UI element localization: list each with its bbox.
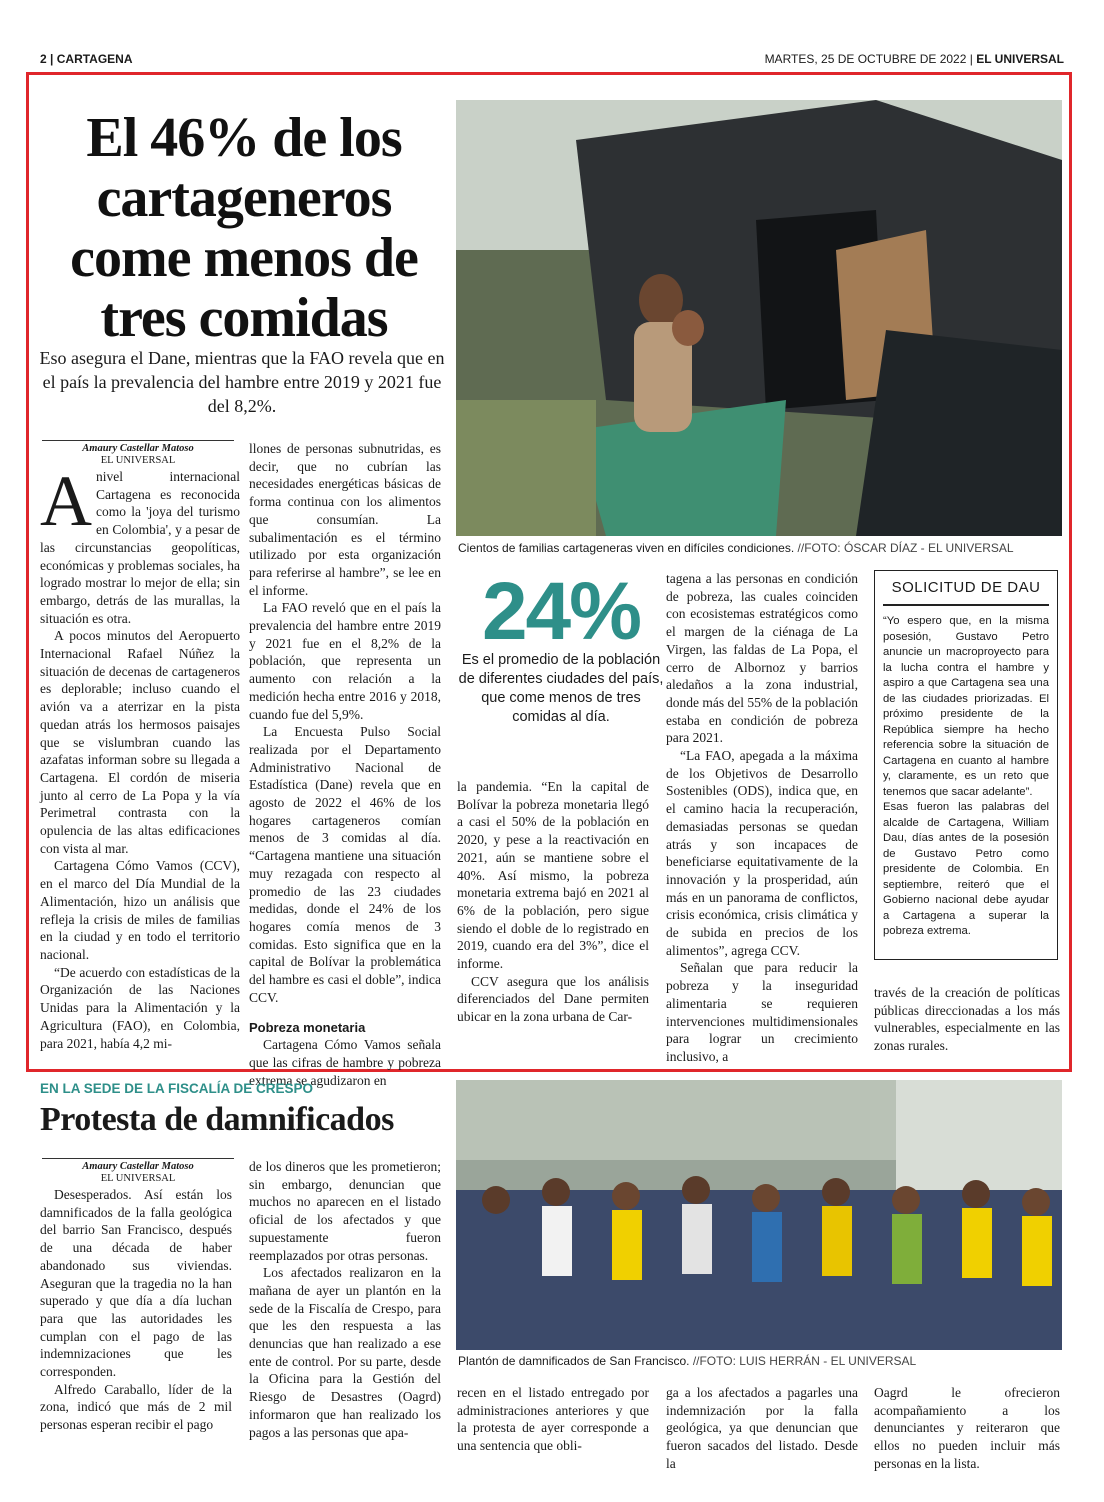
section-name: CARTAGENA xyxy=(56,52,133,66)
article-paragraph: llones de personas subnutridas, es decir, que no cubrían las necesidades energéticas básicas de forma continua con los alimentos que consumían. La subalimentación es el término utilizado por esta organización para referirse al hambre”, se lee en el informe. xyxy=(249,441,441,598)
article-deck: Eso asegura el Dane, mientras que la FAO revela que en el país la prevalencia del hambre entre 2019 y 2021 fue del 8,2%. xyxy=(39,348,445,416)
protest-photo-illustration xyxy=(456,1080,1062,1350)
article2-paragraph: Los afectados realizaron en la mañana de ayer un plantón en la sede de la Fiscalía de Crespo, para que les den respuesta a las denuncias que han realizado a ese ente de control. Por su parte, desde la Oficina para la Gestión del Riesgo de Desastres (Oagrd) informaron que han realizado los pagos a las personas que apa- xyxy=(249,1265,441,1440)
article-paragraph: tagena a las personas en condición de pobreza, las cuales coinciden con ecosistemas estratégicos como el margen de la ciénaga de La Virgen, las faldas de La Popa, el cerro de Albornoz y barrios aledaños a la zona industrial, donde más del 55% de la población estaba en condición de pobreza para 2021. xyxy=(666,571,858,746)
byline-rule xyxy=(42,1158,234,1159)
sidebar-box-text: Esas fueron las palabras del alcalde de Cartagena, William Dau, días antes de la posesión de Gustavo Petro como presidente de Colombia. En septiembre, reiteró que el Gobierno nacional debe ayudar a Cartagena a superar la pobreza extrema. xyxy=(883,801,1049,937)
article-paragraph: Anivel internacional Cartagena es reconocida como la 'joya del turismo en Colombia', y a pesar de las circunstancias geopolíticas, económicas y problemas sociales, ha logrado mostrar lo mejor de ella; sin embargo, detrás de las murallas, la situación es otra. xyxy=(40,461,240,626)
shack-photo-illustration xyxy=(456,100,1062,536)
article-column-4 xyxy=(666,570,858,1066)
article-paragraph: La FAO reveló que en el país la prevalencia del hambre entre 2019 y 2021 fue en el 8,2% de la población, que representa un aumento con relación a la medición hecha entre 2016 y 2018, cuando fue del 5,9%. xyxy=(249,600,441,722)
article-paragraph: A pocos minutos del Aeropuerto Internacional Rafael Núñez la situación de decenas de cartageneros es deplorable; incluso cuando el avión va a aterrizar en la pista quedan atrás los hermosos paisajes que se vislumbran cuando las azafatas informan sobre su llegada a Cartagena. El cordón de miseria junto al cerro de La Popa y la vía Perimetral contrasta con la opulencia de las altas edificaciones con vista al mar. xyxy=(40,628,240,856)
article2-column-1 xyxy=(40,1186,232,1434)
article2-byline xyxy=(42,1158,234,1185)
issue-date: MARTES, 25 DE OCTUBRE DE 2022 xyxy=(764,52,967,66)
drop-cap: A xyxy=(40,461,92,541)
article-paragraph: CCV asegura que los análisis diferenciados del Dane permiten ubicar en la zona urbana de Car- xyxy=(457,973,649,1025)
article2-paragraph: Desesperados. Así están los damnificados de la falla geológica del barrio San Francisco, después de una década de haber abandonado sus viviendas. Aseguran que la tragedia no la han superado y que día a día luchan para que las autoridades les cumplan con el pago de las indemnizaciones que les corresponden. xyxy=(40,1187,232,1380)
photo-caption xyxy=(458,541,1014,555)
article-paragraph: Señalan que para reducir la pobreza y la inseguridad alimentaria se requieren intervenciones multidimensionales para lograr un crecimiento inclusivo, a xyxy=(666,960,858,1064)
page-header-right: MARTES, 25 DE OCTUBRE DE 2022 | EL UNIVERSAL xyxy=(764,52,1064,66)
article2-paragraph: de los dineros que les prometieron; sin embargo, denuncian que muchos no aparecen en el listado oficial de los afectados y que supuestamente fueron reemplazados por otras personas. xyxy=(249,1159,441,1263)
article-subhead: Pobreza monetaria xyxy=(249,1019,366,1035)
article-paragraph: “La FAO, apegada a la máxima de los Objetivos de Desarrollo Sostenibles (ODS), indica que, en el camino hacia la recuperación, demasiadas personas se quedan atrás y son incapaces de beneficiarse equitativamente de la innovación y la prosperidad, aún más en un panorama de conflictos, crisis económica, crisis climática y de subida en precios de los alimentos”, agrega CCV. xyxy=(666,748,858,958)
article2-paragraph: ga a los afectados a pagarles una indemnización por la falla geológica, ya que denuncian que fueron sacados del listado. Desde la xyxy=(666,1385,858,1471)
article2-photo-caption-text: Plantón de damnificados de San Francisco. xyxy=(458,1354,690,1368)
newspaper-name: EL UNIVERSAL xyxy=(976,52,1064,66)
article2-headline: Protesta de damnificados xyxy=(40,1101,394,1138)
article2-paragraph: recen en el listado entregado por administraciones anteriores y que la protesta de ayer corresponde a una sentencia que obli- xyxy=(457,1385,649,1454)
article2-photo xyxy=(456,1080,1062,1350)
byline-outlet: EL UNIVERSAL xyxy=(100,455,176,466)
page-header xyxy=(40,52,1064,70)
byline-author: Amaury Castellar Matoso xyxy=(82,443,194,454)
article-paragraph: “De acuerdo con estadísticas de la Organización de las Naciones Unidas para la Alimentación y la Agricultura (FAO), en Colombia, para 2021, había 4,2 mi- xyxy=(40,964,240,1051)
article-column-5 xyxy=(874,984,1060,1055)
article2-column-3 xyxy=(457,1384,649,1455)
article-paragraph: Cartagena Cómo Vamos señala que las cifras de hambre y pobreza extrema se agudizaron en xyxy=(249,1037,441,1088)
page-header-left: 2 | CARTAGENA xyxy=(40,52,133,66)
article-headline: El 46% de los cartageneros come menos de tres comidas xyxy=(70,107,418,349)
page-number: 2 xyxy=(40,52,47,66)
article-photo xyxy=(456,100,1062,536)
article2-photo-credit: //FOTO: LUIS HERRÁN - EL UNIVERSAL xyxy=(692,1354,917,1368)
article-column-1 xyxy=(40,461,240,1052)
article-paragraph: la pandemia. “En la capital de Bolívar la pobreza monetaria llegó a casi el 50% de la población en 2020, y pese a la reactivación en 2021, aún se mantiene sobre el 40%. Así mismo, la pobreza monetaria extrema bajó en 2021 al 6% de la población, pero sigue siendo el doble de lo registrado en 2019, cuando era del 3%”, dice el informe. xyxy=(457,779,649,972)
article2-column-4 xyxy=(666,1384,858,1473)
article2-paragraph: Oagrd le ofrecieron acompañamiento a los denunciantes y reiteraron que ellos no pueden incluir más personas en la lista. xyxy=(874,1385,1060,1471)
article2-column-5 xyxy=(874,1384,1060,1473)
byline-outlet: EL UNIVERSAL xyxy=(100,1173,176,1184)
article2-kicker: EN LA SEDE DE LA FISCALÍA DE CRESPO xyxy=(40,1081,314,1096)
sidebar-box xyxy=(874,570,1058,960)
stat-description: Es el promedio de la población de diferentes ciudades del país, que come menos de tres comidas al día. xyxy=(458,652,664,725)
article-column-2 xyxy=(249,440,441,1089)
stat-value: 24% xyxy=(481,566,641,657)
article-paragraph: través de la creación de políticas públicas direccionadas a los más vulnerables, especialmente en las zonas rurales. xyxy=(874,985,1060,1054)
article2-paragraph: Alfredo Caraballo, líder de la zona, indicó que más de 2 mil personas esperan recibir el pago xyxy=(40,1381,232,1433)
photo-credit: //FOTO: ÓSCAR DÍAZ - EL UNIVERSAL xyxy=(797,541,1014,555)
stat-callout xyxy=(456,566,666,727)
article-column-3 xyxy=(457,778,649,1026)
byline-rule xyxy=(42,440,234,441)
article-paragraph: Cartagena Cómo Vamos (CCV), en el marco del Día Mundial de la Alimentación, hizo un análisis que refleja la crisis de miles de familias en la ciudad y en todo el territorio nacional. xyxy=(40,858,240,962)
article2-column-2 xyxy=(249,1158,441,1441)
article-paragraph: La Encuesta Pulso Social realizada por el Departamento Administrativo Nacional de Estadística (Dane) revela que en agosto de 2022 el 46% de los hogares cartageneros comían menos de 3 comidas al día. “Cartagena mantiene una situación muy rezagada con respecto al promedio de las 23 ciudades medidas, donde el 24% de los hogares comía menos de 3 comidas. Esto significa que en la capital de Bolívar la problemática del hambre es casi el doble”, indica CCV. xyxy=(249,724,441,1005)
sidebar-box-quote: “Yo espero que, en la misma posesión, Gustavo Petro anuncie un macroproyecto para la lucha contra el hambre y aspiro a que Cartagena sea una de las ciudades priorizadas. El próximo presidente de la República siempre ha hecho referencia sobre la situación de Cartagena en cuanto al hambre y, claramente, es un reto que tenemos que sacar adelante”. xyxy=(883,615,1049,798)
byline-author: Amaury Castellar Matoso xyxy=(82,1161,194,1172)
sidebar-box-title: SOLICITUD DE DAU xyxy=(883,579,1049,606)
article2-photo-caption xyxy=(458,1354,916,1368)
photo-caption-text: Cientos de familias cartageneras viven en difíciles condiciones. xyxy=(458,541,795,555)
